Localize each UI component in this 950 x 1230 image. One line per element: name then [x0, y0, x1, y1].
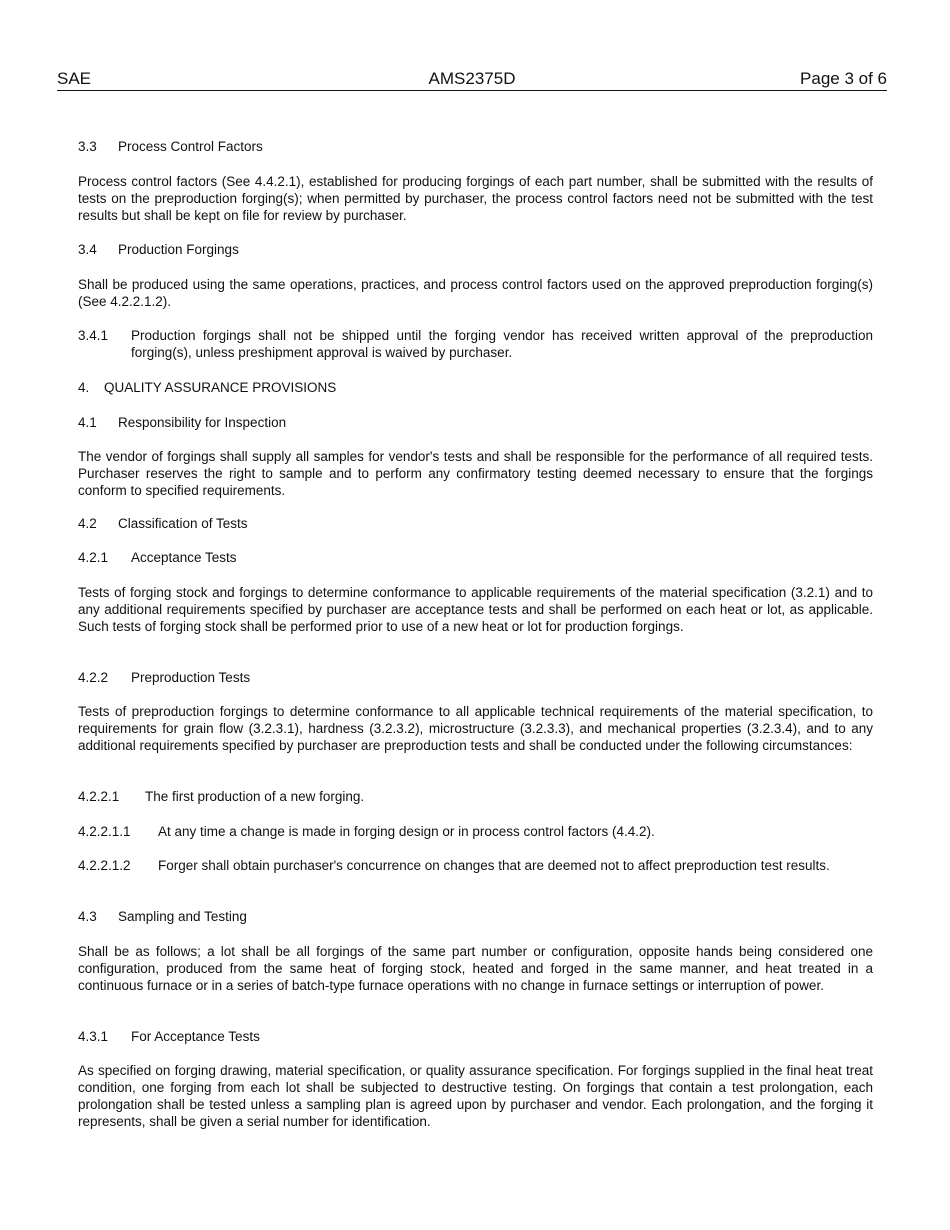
paragraph-4-3-1: As specified on forging drawing, material specification, or quality assurance specification. For forgings supplied in the final heat treat condition, one forging from each lot shall be subjected to destructive testing. On forgings that contain a test prolongation, each prolongation shall be tested unless a sampling plan is agreed upon by purchaser and vendor. Each prolongation, and the forging it represents, shall be given a serial number for identification. — [78, 1063, 873, 1129]
paragraph-4-2-1: Tests of forging stock and forgings to determine conformance to applicable requirements of the material specification (3.2.1) and to any additional requirements specified by purchaser are acceptance tests and shall be performed on each heat or lot, as applicable. Such tests of forging stock shall be performed prior to use of a new heat or lot for production forgings. — [78, 585, 873, 634]
heading-4-2-1 — [78, 549, 873, 566]
item-text: Production forgings shall not be shipped until the forging vendor has received written approval of the preproduction forging(s), unless preshipment approval is waived by purchaser. — [131, 328, 873, 360]
section-number: 4.3.1 — [78, 1029, 109, 1044]
section-title: Process Control Factors — [118, 139, 263, 154]
heading-4-1 — [78, 414, 873, 431]
item-text: The first production of a new forging. — [145, 789, 365, 804]
paragraph-4-1: The vendor of forgings shall supply all samples for vendor's tests and shall be responsible for the performance of all required tests. Purchaser reserves the right to sample and to perform any confirmatory testing deemed necessary to ensure that the forgings conform to specified requirements. — [78, 449, 873, 498]
heading-4-2 — [78, 515, 873, 532]
item-4-2-2-1-2 — [78, 857, 873, 874]
section-title: Production Forgings — [118, 242, 239, 257]
item-text: Forger shall obtain purchaser's concurrence on changes that are deemed not to affect preproduction test results. — [158, 858, 830, 873]
section-title: For Acceptance Tests — [131, 1029, 260, 1044]
item-number: 3.4.1 — [78, 328, 109, 343]
heading-3-3 — [78, 138, 873, 155]
heading-4-3 — [78, 908, 873, 925]
heading-4-2-2 — [78, 669, 873, 686]
header-doc-number: AMS2375D — [428, 69, 516, 88]
section-number: 3.4 — [78, 242, 97, 257]
header-page-number: Page 3 of 6 — [800, 69, 887, 88]
section-title: Responsibility for Inspection — [118, 415, 287, 430]
section-title: QUALITY ASSURANCE PROVISIONS — [104, 380, 337, 395]
section-number: 4.2 — [78, 516, 97, 531]
item-text: At any time a change is made in forging design or in process control factors (4.4.2). — [158, 824, 655, 839]
item-3-4-1 — [78, 327, 873, 361]
page-header — [57, 68, 887, 91]
item-number: 4.2.2.1.1 — [78, 824, 131, 839]
header-org: SAE — [57, 69, 92, 88]
section-title: Preproduction Tests — [131, 670, 251, 685]
section-number: 4. — [78, 380, 90, 395]
item-4-2-2-1-1 — [78, 823, 873, 840]
paragraph-3-4: Shall be produced using the same operations, practices, and process control factors used on the approved preproduction forging(s) (See 4.2.2.1.2). — [78, 277, 873, 309]
paragraph-3-3: Process control factors (See 4.4.2.1), established for producing forgings of each part number, shall be submitted with the results of tests on the preproduction forging(s); when permitted by purchaser, the process control factors need not be submitted with the test results but shall be kept on file for review by purchaser. — [78, 174, 873, 223]
section-number: 4.2.1 — [78, 550, 109, 565]
section-number: 4.1 — [78, 415, 97, 430]
item-4-2-2-1 — [78, 788, 873, 805]
heading-4-3-1 — [78, 1028, 873, 1045]
section-number: 4.2.2 — [78, 670, 109, 685]
section-title: Classification of Tests — [118, 516, 248, 531]
paragraph-4-3: Shall be as follows; a lot shall be all forgings of the same part number or configuration, opposite hands being considered one configuration, produced from the same heat of forging stock, heated and forged in the same manner, and heat treated in a continuous furnace or in a series of batch-type furnace operations with no change in furnace settings or interruption of power. — [78, 944, 873, 993]
item-number: 4.2.2.1 — [78, 789, 120, 804]
section-title: Acceptance Tests — [131, 550, 237, 565]
heading-3-4 — [78, 241, 873, 258]
section-number: 3.3 — [78, 139, 97, 154]
item-number: 4.2.2.1.2 — [78, 858, 131, 873]
heading-4 — [78, 379, 873, 396]
paragraph-4-2-2: Tests of preproduction forgings to determine conformance to all applicable technical requirements of the material specification, to requirements for grain flow (3.2.3.1), hardness (3.2.3.2), microstructure (3.2.3.3), and mechanical properties (3.2.3.4), and to any additional requirements specified by purchaser are preproduction tests and shall be conducted under the following circumstances: — [78, 704, 873, 753]
section-number: 4.3 — [78, 909, 97, 924]
section-title: Sampling and Testing — [118, 909, 247, 924]
